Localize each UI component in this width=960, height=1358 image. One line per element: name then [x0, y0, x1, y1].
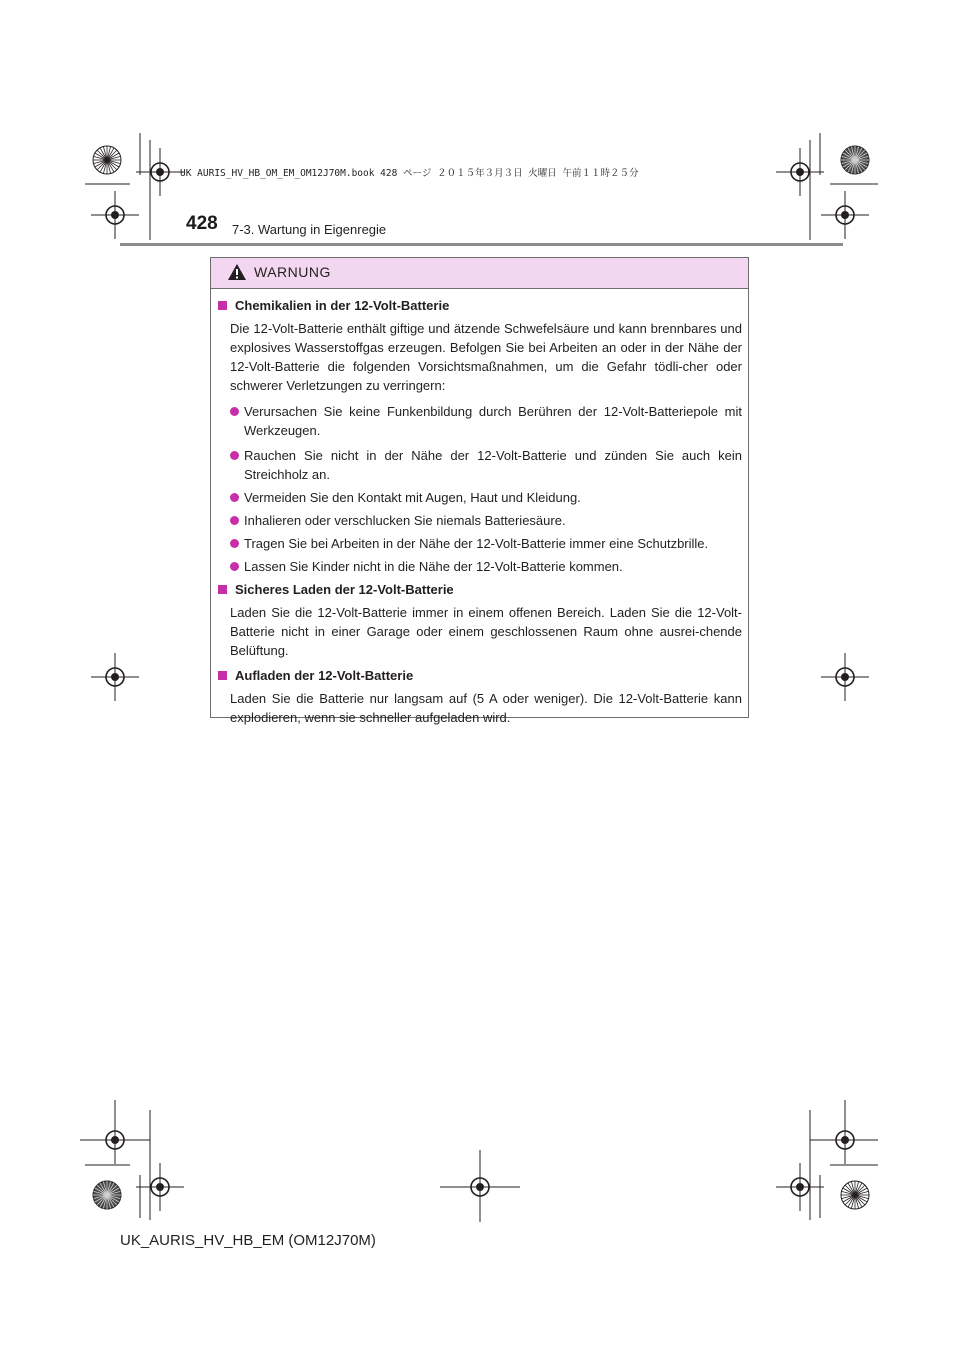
- footer-code: UK_AURIS_HV_HB_EM (OM12J70M): [120, 1232, 376, 1249]
- wheel-spoke: [843, 1188, 855, 1195]
- wheel-spoke: [103, 160, 107, 174]
- registration-mark-icon: [106, 1131, 124, 1149]
- wheel-spoke: [848, 1183, 855, 1195]
- wheel-spoke: [97, 160, 107, 170]
- wheel-spoke: [842, 160, 856, 164]
- list-item-text: Tragen Sie bei Arbeiten in der Nähe der 12-Volt-Batterie immer eine Schutzbrille.: [244, 536, 709, 551]
- wheel-spoke: [855, 160, 867, 167]
- wheel-spoke: [107, 153, 119, 160]
- wheel-spoke: [855, 156, 869, 160]
- wheel-spoke: [103, 1195, 107, 1209]
- registration-mark-dot: [111, 211, 119, 219]
- registration-mark-icon: [836, 1131, 854, 1149]
- wheel-spoke: [855, 1195, 862, 1207]
- registration-mark-dot: [156, 168, 164, 176]
- wheel-spoke: [94, 156, 108, 160]
- wheel-spoke: [107, 1183, 114, 1195]
- section-heading-text: Chemikalien in der 12-Volt-Batterie: [235, 298, 450, 313]
- wheel-spoke: [100, 1183, 107, 1195]
- square-bullet-icon: [218, 301, 227, 310]
- wheel-spoke: [855, 153, 867, 160]
- wheel-spoke: [855, 1195, 859, 1209]
- wheel-spoke: [103, 147, 107, 161]
- wheel-spoke: [97, 150, 107, 160]
- color-calibration-wheel-icon: [841, 1181, 869, 1209]
- wheel-spoke: [107, 1195, 121, 1199]
- registration-mark-icon: [836, 668, 854, 686]
- registration-mark-icon: [151, 163, 169, 181]
- wheel-spoke: [843, 153, 855, 160]
- list-item: [230, 511, 742, 530]
- wheel-spoke: [843, 1195, 855, 1202]
- wheel-spoke: [94, 160, 108, 164]
- wheel-spoke: [107, 160, 117, 170]
- wheel-spoke: [845, 1195, 855, 1205]
- section-paragraph: Laden Sie die 12-Volt-Batterie immer in einem offenen Bereich. Laden Sie die 12-Volt-Batterie nicht in einer Garage oder einem geschlossenen Raum ohne ausrei-chende Belüftung.: [230, 605, 742, 658]
- registration-mark-dot: [156, 1183, 164, 1191]
- round-bullet-icon: [230, 562, 239, 571]
- wheel-spoke: [848, 160, 855, 172]
- wheel-spoke: [107, 1195, 111, 1209]
- wheel-spoke: [855, 160, 862, 172]
- warning-body: [211, 296, 748, 727]
- round-bullet-icon: [230, 493, 239, 502]
- registration-mark-icon: [106, 206, 124, 224]
- list-item-text: Rauchen Sie nicht in der Nähe der 12-Volt-Batterie und zünden Sie auch kein Streichholz an.: [244, 448, 742, 482]
- page-number: 428: [186, 213, 218, 234]
- registration-mark-icon: [471, 1178, 489, 1196]
- list-item: [230, 534, 742, 553]
- wheel-spoke: [855, 1195, 865, 1205]
- warning-box: [210, 257, 749, 725]
- registration-mark-dot: [796, 1183, 804, 1191]
- wheel-spoke: [848, 148, 855, 160]
- registration-mark-dot: [841, 211, 849, 219]
- registration-mark-dot: [111, 673, 119, 681]
- registration-mark-icon: [791, 1178, 809, 1196]
- wheel-spoke: [107, 156, 121, 160]
- list-item: [230, 488, 742, 507]
- wheel-spoke: [855, 160, 865, 170]
- print-header: UK AURIS_HV_HB_OM_EM_OM12J70M.book 428 ページ ２０１５年３月３日 火曜日 午前１１時２５分: [180, 168, 639, 179]
- section-paragraph: Die 12-Volt-Batterie enthält giftige und ätzende Schwefelsäure und kann brennbares und explosives Wasserstoffgas erzeugen. Befolgen Sie bei Arbeiten an oder in der Nähe der 12-Volt-Batterie die folgenden Vorsichtsmaßnahmen, um die Gefahr tödli-cher oder schwerer Verletzungen zu verringern:: [230, 321, 742, 393]
- wheel-spoke: [107, 147, 111, 161]
- list-item-text: Lassen Sie Kinder nicht in die Nähe der 12-Volt-Batterie kommen.: [244, 559, 623, 574]
- wheel-spoke: [855, 1185, 865, 1195]
- wheel-spoke: [100, 1195, 107, 1207]
- wheel-spoke: [95, 1195, 107, 1202]
- wheel-spoke: [848, 1195, 855, 1207]
- square-bullet-icon: [218, 585, 227, 594]
- color-calibration-wheel-icon: [841, 146, 869, 174]
- section-heading: [216, 666, 742, 685]
- wheel-spoke: [855, 160, 859, 174]
- wheel-spoke: [855, 1191, 869, 1195]
- wheel-spoke: [107, 1182, 111, 1196]
- color-calibration-wheel-icon: [93, 146, 121, 174]
- wheel-spoke: [100, 160, 107, 172]
- list-item: [230, 402, 742, 440]
- wheel-spoke: [94, 1195, 108, 1199]
- wheel-spoke: [107, 160, 119, 167]
- color-calibration-wheel-icon: [93, 1181, 121, 1209]
- registration-mark-dot: [841, 673, 849, 681]
- list-item-text: Verursachen Sie keine Funkenbildung durch Berühren der 12-Volt-Batteriepole mit Werkzeugen.: [244, 404, 742, 438]
- registration-mark-dot: [476, 1183, 484, 1191]
- wheel-spoke: [107, 160, 121, 164]
- round-bullet-icon: [230, 539, 239, 548]
- wheel-spoke: [851, 160, 855, 174]
- wheel-spoke: [107, 1195, 114, 1207]
- wheel-spoke: [107, 1191, 121, 1195]
- section-heading-text: Sicheres Laden der 12-Volt-Batterie: [235, 582, 454, 597]
- registration-mark-icon: [151, 1178, 169, 1196]
- registration-mark-icon: [106, 668, 124, 686]
- wheel-spoke: [107, 1188, 119, 1195]
- wheel-spoke: [100, 148, 107, 160]
- wheel-spoke: [855, 150, 865, 160]
- wheel-spoke: [851, 1182, 855, 1196]
- header-rule: [120, 243, 843, 246]
- wheel-spoke: [851, 147, 855, 161]
- wheel-spoke: [855, 147, 859, 161]
- warning-header: [211, 258, 748, 289]
- wheel-spoke: [103, 1182, 107, 1196]
- registration-mark-icon: [791, 163, 809, 181]
- wheel-spoke: [107, 1195, 119, 1202]
- wheel-spoke: [842, 1195, 856, 1199]
- registration-mark-dot: [796, 168, 804, 176]
- wheel-spoke: [855, 1188, 867, 1195]
- wheel-spoke: [855, 148, 862, 160]
- list-item-text: Vermeiden Sie den Kontakt mit Augen, Haut und Kleidung.: [244, 490, 581, 505]
- registration-mark-dot: [841, 1136, 849, 1144]
- wheel-spoke: [107, 1195, 117, 1205]
- registration-mark-icon: [836, 206, 854, 224]
- list-item: [230, 446, 742, 484]
- wheel-spoke: [95, 1188, 107, 1195]
- warning-triangle-icon: [227, 263, 247, 281]
- wheel-spoke: [851, 1195, 855, 1209]
- section-heading: [216, 296, 742, 315]
- section-title: 7-3. Wartung in Eigenregie: [232, 222, 387, 237]
- wheel-spoke: [107, 148, 114, 160]
- round-bullet-icon: [230, 516, 239, 525]
- wheel-spoke: [95, 160, 107, 167]
- round-bullet-icon: [230, 407, 239, 416]
- wheel-spoke: [855, 1195, 869, 1199]
- wheel-spoke: [855, 160, 869, 164]
- round-bullet-icon: [230, 451, 239, 460]
- wheel-spoke: [845, 160, 855, 170]
- wheel-spoke: [97, 1185, 107, 1195]
- wheel-spoke: [95, 153, 107, 160]
- list-item: [230, 557, 742, 576]
- square-bullet-icon: [218, 671, 227, 680]
- wheel-spoke: [855, 1182, 859, 1196]
- wheel-spoke: [107, 150, 117, 160]
- section-heading-text: Aufladen der 12-Volt-Batterie: [235, 668, 414, 683]
- wheel-spoke: [855, 1183, 862, 1195]
- registration-mark-dot: [111, 1136, 119, 1144]
- list-item-text: Inhalieren oder verschlucken Sie niemals Batteriesäure.: [244, 513, 566, 528]
- wheel-spoke: [94, 1191, 108, 1195]
- section-paragraph: Laden Sie die Batterie nur langsam auf (5 A oder weniger). Die 12-Volt-Batterie kann explodieren, wenn sie schneller aufgeladen wird.: [230, 691, 742, 725]
- section-heading: [216, 580, 742, 599]
- warning-title: WARNUNG: [254, 264, 331, 280]
- wheel-spoke: [842, 156, 856, 160]
- wheel-spoke: [845, 150, 855, 160]
- wheel-spoke: [855, 1195, 867, 1202]
- wheel-spoke: [107, 1185, 117, 1195]
- wheel-spoke: [97, 1195, 107, 1205]
- wheel-spoke: [107, 160, 111, 174]
- wheel-spoke: [845, 1185, 855, 1195]
- wheel-spoke: [107, 160, 114, 172]
- wheel-spoke: [842, 1191, 856, 1195]
- wheel-spoke: [843, 160, 855, 167]
